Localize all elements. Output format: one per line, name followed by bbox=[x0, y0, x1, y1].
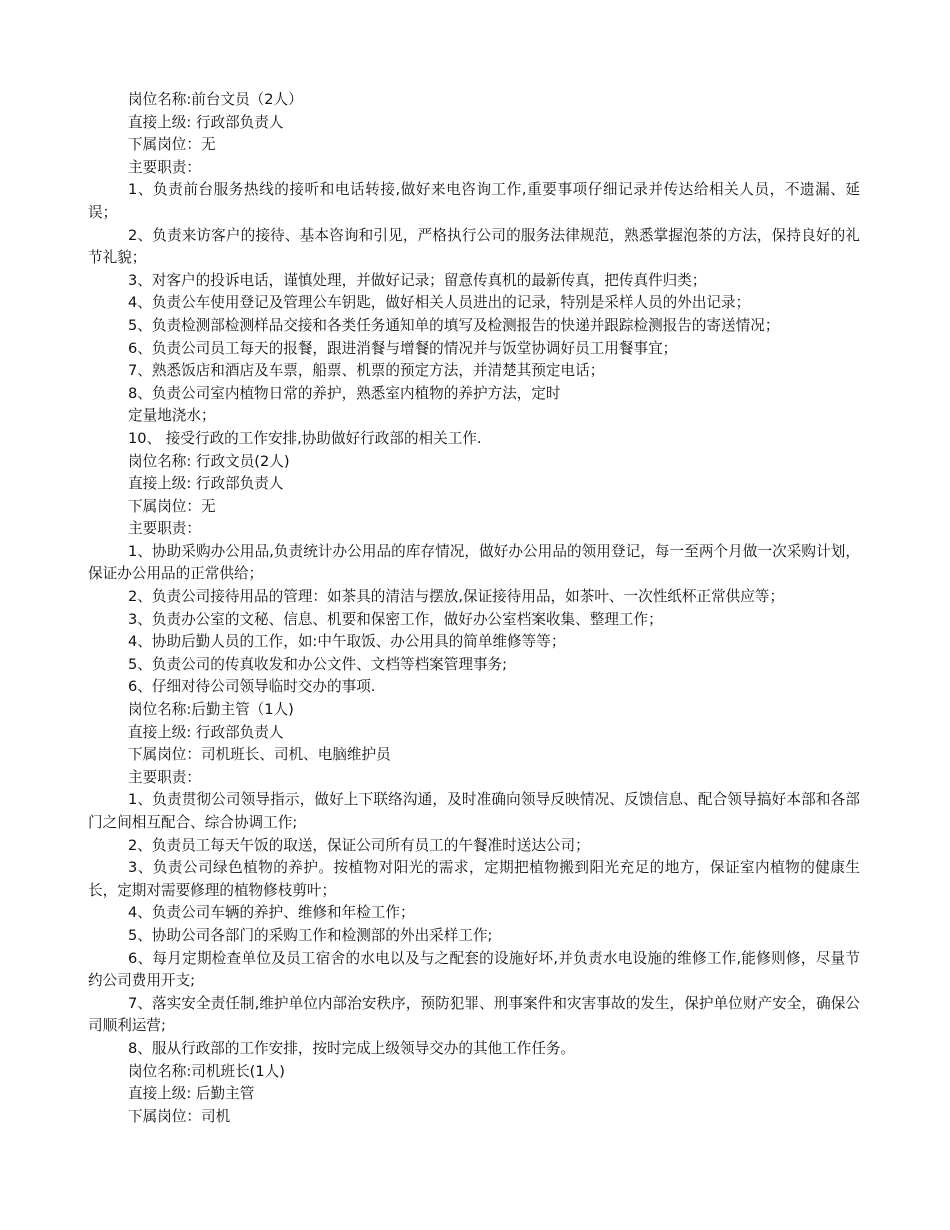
duty-item: 5、负责公司的传真收发和办公文件、文档等档案管理事务; bbox=[128, 655, 508, 673]
duty-item: 7、落实安全责任制,维护单位内部治安秩序，预防犯罪、刑事案件和灾害事故的发生，保护单位财产安全，确保公司顺利运营; bbox=[88, 994, 860, 1035]
duty-item: 1、负责贯彻公司领导指示，做好上下联络沟通，及时准确向领导反映情况、反馈信息、配合领导搞好本部和各部门之间相互配合、综合协调工作; bbox=[88, 791, 860, 831]
duty-item: 2、负责员工每天午饭的取送，保证公司所有员工的午餐准时送达公司； bbox=[128, 836, 590, 854]
duty-item: 1、协助采购办公用品,负责统计办公用品的库存情况，做好办公用品的领用登记，每一至两个月做一次采购计划，保证办公用品的正常供给； bbox=[88, 542, 860, 583]
subordinate-positions: 下属岗位：无 bbox=[128, 497, 216, 515]
job-title: 岗位名称:后勤主管（1人) bbox=[128, 701, 294, 719]
subordinate-positions: 下属岗位：司机 bbox=[128, 1107, 231, 1125]
direct-superior: 直接上级: 行政部负责人 bbox=[128, 113, 284, 131]
duty-item: 10、 接受行政的工作安排,协助做好行政部的相关工作. bbox=[128, 429, 482, 447]
job-title: 岗位名称: 行政文员(2人) bbox=[128, 452, 290, 470]
duty-item: 定量地浇水； bbox=[128, 407, 216, 425]
duty-item: 5、协助公司各部门的采购工作和检测部的外出采样工作; bbox=[128, 926, 493, 944]
duty-item: 3、对客户的投诉电话，谨慎处理，并做好记录；留意传真机的最新传真，把传真件归类； bbox=[128, 271, 707, 289]
document-page bbox=[88, 89, 860, 1128]
duty-item: 2、负责来访客户的接待、基本咨询和引见，严格执行公司的服务法律规范，熟悉掌握泡茶的方法，保持良好的礼节礼貌； bbox=[88, 226, 860, 267]
duty-item: 4、协助后勤人员的工作，如:中午取饭、办公用具的简单维修等等； bbox=[128, 633, 566, 651]
duties-heading: 主要职责： bbox=[128, 520, 201, 538]
duties-heading: 主要职责： bbox=[128, 768, 201, 786]
direct-superior: 直接上级: 后勤主管 bbox=[128, 1085, 255, 1103]
duty-item: 8、负责公司室内植物日常的养护，熟悉室内植物的养护方法，定时 bbox=[128, 384, 561, 402]
duty-item: 5、负责检测部检测样品交接和各类任务通知单的填写及检测报告的快递并跟踪检测报告的寄送情况； bbox=[128, 316, 780, 334]
duty-item: 8、服从行政部的工作安排，按时完成上级领导交办的其他工作任务。 bbox=[128, 1039, 576, 1057]
direct-superior: 直接上级: 行政部负责人 bbox=[128, 475, 284, 493]
subordinate-positions: 下属岗位：无 bbox=[128, 136, 216, 154]
job-title: 岗位名称:前台文员（2人） bbox=[128, 91, 303, 108]
subordinate-positions: 下属岗位：司机班长、司机、电脑维护员 bbox=[128, 746, 391, 764]
duty-item: 4、负责公车使用登记及管理公车钥匙，做好相关人员进出的记录，特别是采样人员的外出记录； bbox=[128, 294, 751, 312]
duty-item: 7、熟悉饭店和酒店及车票，船票、机票的预定方法，并清楚其预定电话； bbox=[128, 362, 605, 380]
duty-item: 3、负责办公室的文秘、信息、机要和保密工作，做好办公室档案收集、整理工作； bbox=[128, 610, 663, 628]
direct-superior: 直接上级: 行政部负责人 bbox=[128, 723, 284, 741]
duty-item: 2、负责公司接待用品的管理：如茶具的清洁与摆放,保证接待用品，如茶叶、一次性纸杯正常供应等； bbox=[128, 588, 785, 606]
duty-item: 6、每月定期检查单位及员工宿舍的水电以及与之配套的设施好坏,并负责水电设施的维修工作,能修则修，尽量节约公司费用开支; bbox=[88, 949, 860, 990]
duty-item: 6、负责公司员工每天的报餐，跟进消餐与增餐的情况并与饭堂协调好员工用餐事宜； bbox=[128, 339, 678, 357]
duty-item: 4、负责公司车辆的养护、维修和年检工作； bbox=[128, 904, 415, 922]
duty-item: 1、负责前台服务热线的接听和电话转接,做好来电咨询工作,重要事项仔细记录并传达给相关人员，不遗漏、延误； bbox=[88, 181, 860, 221]
job-title: 岗位名称:司机班长(1人) bbox=[128, 1062, 285, 1080]
duty-item: 6、仔细对待公司领导临时交办的事项. bbox=[128, 678, 376, 696]
duties-heading: 主要职责： bbox=[128, 158, 201, 176]
duty-item: 3、负责公司绿色植物的养护。按植物对阳光的需求，定期把植物搬到阳光充足的地方，保证室内植物的健康生长，定期对需要修理的植物修枝剪叶； bbox=[88, 859, 860, 899]
